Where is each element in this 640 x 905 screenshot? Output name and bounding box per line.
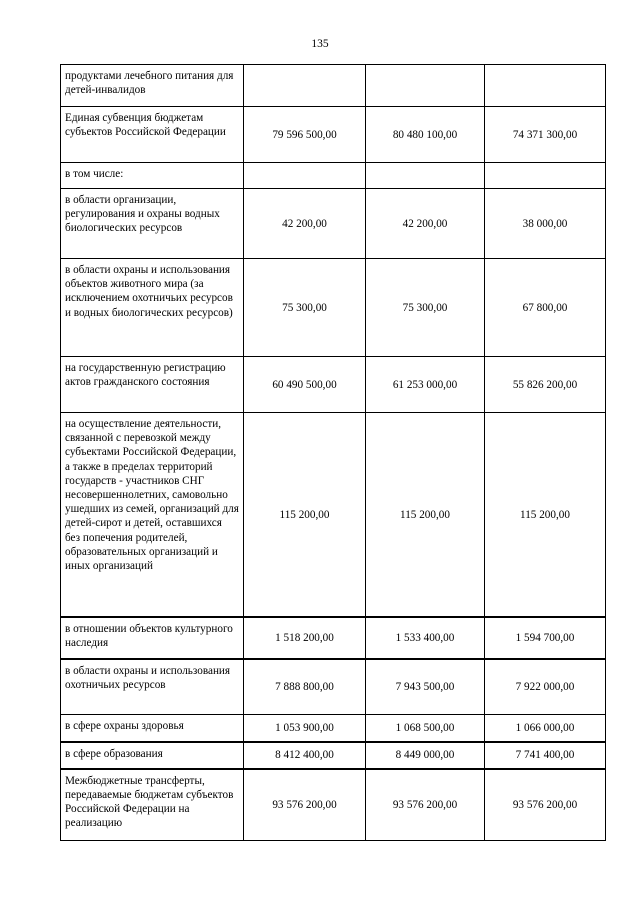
page-number: 135 [311,38,329,50]
table-row [61,413,606,617]
value-cell-year-2: 115 200,00 [366,413,485,617]
value-cell-year-3: 67 800,00 [485,259,606,357]
value-cell-year-3: 7 922 000,00 [485,659,606,715]
budget-table-body [61,65,606,841]
value-cell-year-1 [244,65,366,107]
row-label: в отношении объектов культурного наследия [61,617,244,659]
table-row [61,65,606,107]
row-label: в сфере образования [61,742,244,769]
table-row [61,769,606,841]
value-cell-year-1: 93 576 200,00 [244,769,366,841]
value-cell-year-2: 1 068 500,00 [366,715,485,742]
row-label: на государственную регистрацию актов гражданского состояния [61,357,244,413]
value-cell-year-2: 61 253 000,00 [366,357,485,413]
row-label: в том числе: [61,163,244,189]
value-cell-year-2: 1 533 400,00 [366,617,485,659]
value-cell-year-1: 115 200,00 [244,413,366,617]
value-cell-year-3: 93 576 200,00 [485,769,606,841]
table-row [61,189,606,259]
value-cell-year-3: 74 371 300,00 [485,107,606,163]
value-cell-year-2: 75 300,00 [366,259,485,357]
value-cell-year-2: 8 449 000,00 [366,742,485,769]
value-cell-year-3 [485,65,606,107]
row-label: на осуществление деятельности, связанной с перевозкой между субъектами Российской Федерации, а также в пределах территорий государств - участников СНГ несовершеннолетних, самовольно ушедших из семей, организаций для детей-сирот и детей, оставшихся без попечения родителей, образовательных организаций и иных организаций [61,413,244,617]
table-row [61,163,606,189]
value-cell-year-3: 55 826 200,00 [485,357,606,413]
value-cell-year-1: 1 518 200,00 [244,617,366,659]
value-cell-year-2 [366,65,485,107]
value-cell-year-1: 8 412 400,00 [244,742,366,769]
value-cell-year-3: 1 066 000,00 [485,715,606,742]
table-row [61,357,606,413]
row-label: Единая субвенция бюджетам субъектов Российской Федерации [61,107,244,163]
value-cell-year-1: 79 596 500,00 [244,107,366,163]
budget-table [60,64,606,841]
value-cell-year-2: 42 200,00 [366,189,485,259]
row-label: в сфере охраны здоровья [61,715,244,742]
row-label: в области организации, регулирования и охраны водных биологических ресурсов [61,189,244,259]
value-cell-year-1: 1 053 900,00 [244,715,366,742]
row-label: продуктами лечебного питания для детей-инвалидов [61,65,244,107]
table-row [61,659,606,715]
value-cell-year-1: 7 888 800,00 [244,659,366,715]
table-row [61,617,606,659]
value-cell-year-2: 7 943 500,00 [366,659,485,715]
value-cell-year-1: 60 490 500,00 [244,357,366,413]
value-cell-year-2: 93 576 200,00 [366,769,485,841]
table-row [61,742,606,769]
value-cell-year-3: 38 000,00 [485,189,606,259]
row-label: в области охраны и использования охотничьих ресурсов [61,659,244,715]
value-cell-year-3: 115 200,00 [485,413,606,617]
value-cell-year-1: 75 300,00 [244,259,366,357]
value-cell-year-3: 1 594 700,00 [485,617,606,659]
value-cell-year-2 [366,163,485,189]
value-cell-year-3 [485,163,606,189]
value-cell-year-1 [244,163,366,189]
row-label: в области охраны и использования объектов животного мира (за исключением охотничьих ресурсов и водных биологических ресурсов) [61,259,244,357]
value-cell-year-1: 42 200,00 [244,189,366,259]
table-row [61,259,606,357]
value-cell-year-3: 7 741 400,00 [485,742,606,769]
row-label: Межбюджетные трансферты, передаваемые бюджетам субъектов Российской Федерации на реализацию [61,769,244,841]
table-row [61,715,606,742]
value-cell-year-2: 80 480 100,00 [366,107,485,163]
table-row [61,107,606,163]
